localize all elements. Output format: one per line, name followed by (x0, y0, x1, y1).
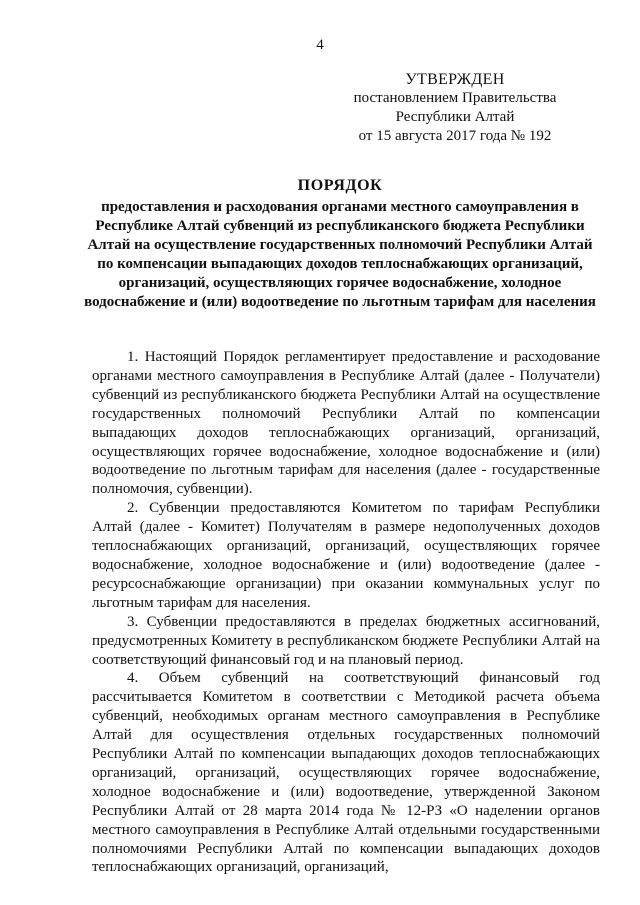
paragraph-2: 2. Субвенции предоставляются Комитетом по тарифам Республики Алтай (далее - Комитет) Получателям в размере недополученных доходов теплоснабжающих организаций, организаций, осуществляющих горячее водоснабжение, холодное водоснабжение и (или) водоотведение (далее - ресурсоснабжающие организации) при оказании коммунальных услуг по льготным тарифам для населения. (92, 500, 600, 611)
document-body (92, 348, 600, 877)
approval-stamp (310, 70, 600, 146)
page-number: 4 (316, 37, 324, 53)
approval-date: от 15 августа 2017 года № 192 (358, 128, 552, 144)
title-subtitle: предоставления и расходования органами местного самоуправления в Республике Алтай субвенций из республиканского бюджета Республики Алтай на осуществление государственных полномочий Республики Алтай по компенсации выпадающих доходов теплоснабжающих организаций, организаций, осуществляющих горячее водоснабжение, холодное водоснабжение и (или) водоотведение по льготным тарифам для населения (84, 199, 596, 310)
document-title (80, 175, 600, 312)
approval-authority: постановлением Правительства (353, 90, 557, 106)
paragraph-4: 4. Объем субвенций на соответствующий финансовый год рассчитывается Комитетом в соответствии с Методикой расчета объема субвенций, необходимых органам местного самоуправления в Республике Алтай для осуществления отдельных государственных полномочий Республики Алтай по компенсации выпадающих доходов теплоснабжающих организаций, организаций, осуществляющих горячее водоснабжение, холодное водоснабжение и (или) водоотведение, утвержденной Законом Республики Алтай от 28 марта 2014 года № 12-РЗ «О наделении органов местного самоуправления в Республике Алтай отдельными государственными полномочиями Республики Алтай по компенсации выпадающих доходов теплоснабжающих организаций, организаций, (92, 670, 600, 876)
paragraph-3: 3. Субвенции предоставляются в пределах бюджетных ассигнований, предусмотренных Комитету в республиканском бюджете Республики Алтай на соответствующий финансовый год и на плановый период. (92, 613, 600, 668)
title-heading: ПОРЯДОК (297, 177, 383, 194)
paragraph-1: 1. Настоящий Порядок регламентирует предоставление и расходование органами местного самоуправления в Республике Алтай (далее - Получатели) субвенций из республиканского бюджета Республики Алтай на осуществление государственных полномочий Республики Алтай по компенсации выпадающих доходов теплоснабжающих организаций, организаций, осуществляющих горячее водоснабжение, холодное водоснабжение и (или) водоотведение по льготным тарифам для населения (далее - государственные полномочия, субвенции). (92, 349, 600, 498)
approval-title: УТВЕРЖДЕН (405, 71, 505, 88)
approval-republic: Республики Алтай (395, 109, 515, 125)
